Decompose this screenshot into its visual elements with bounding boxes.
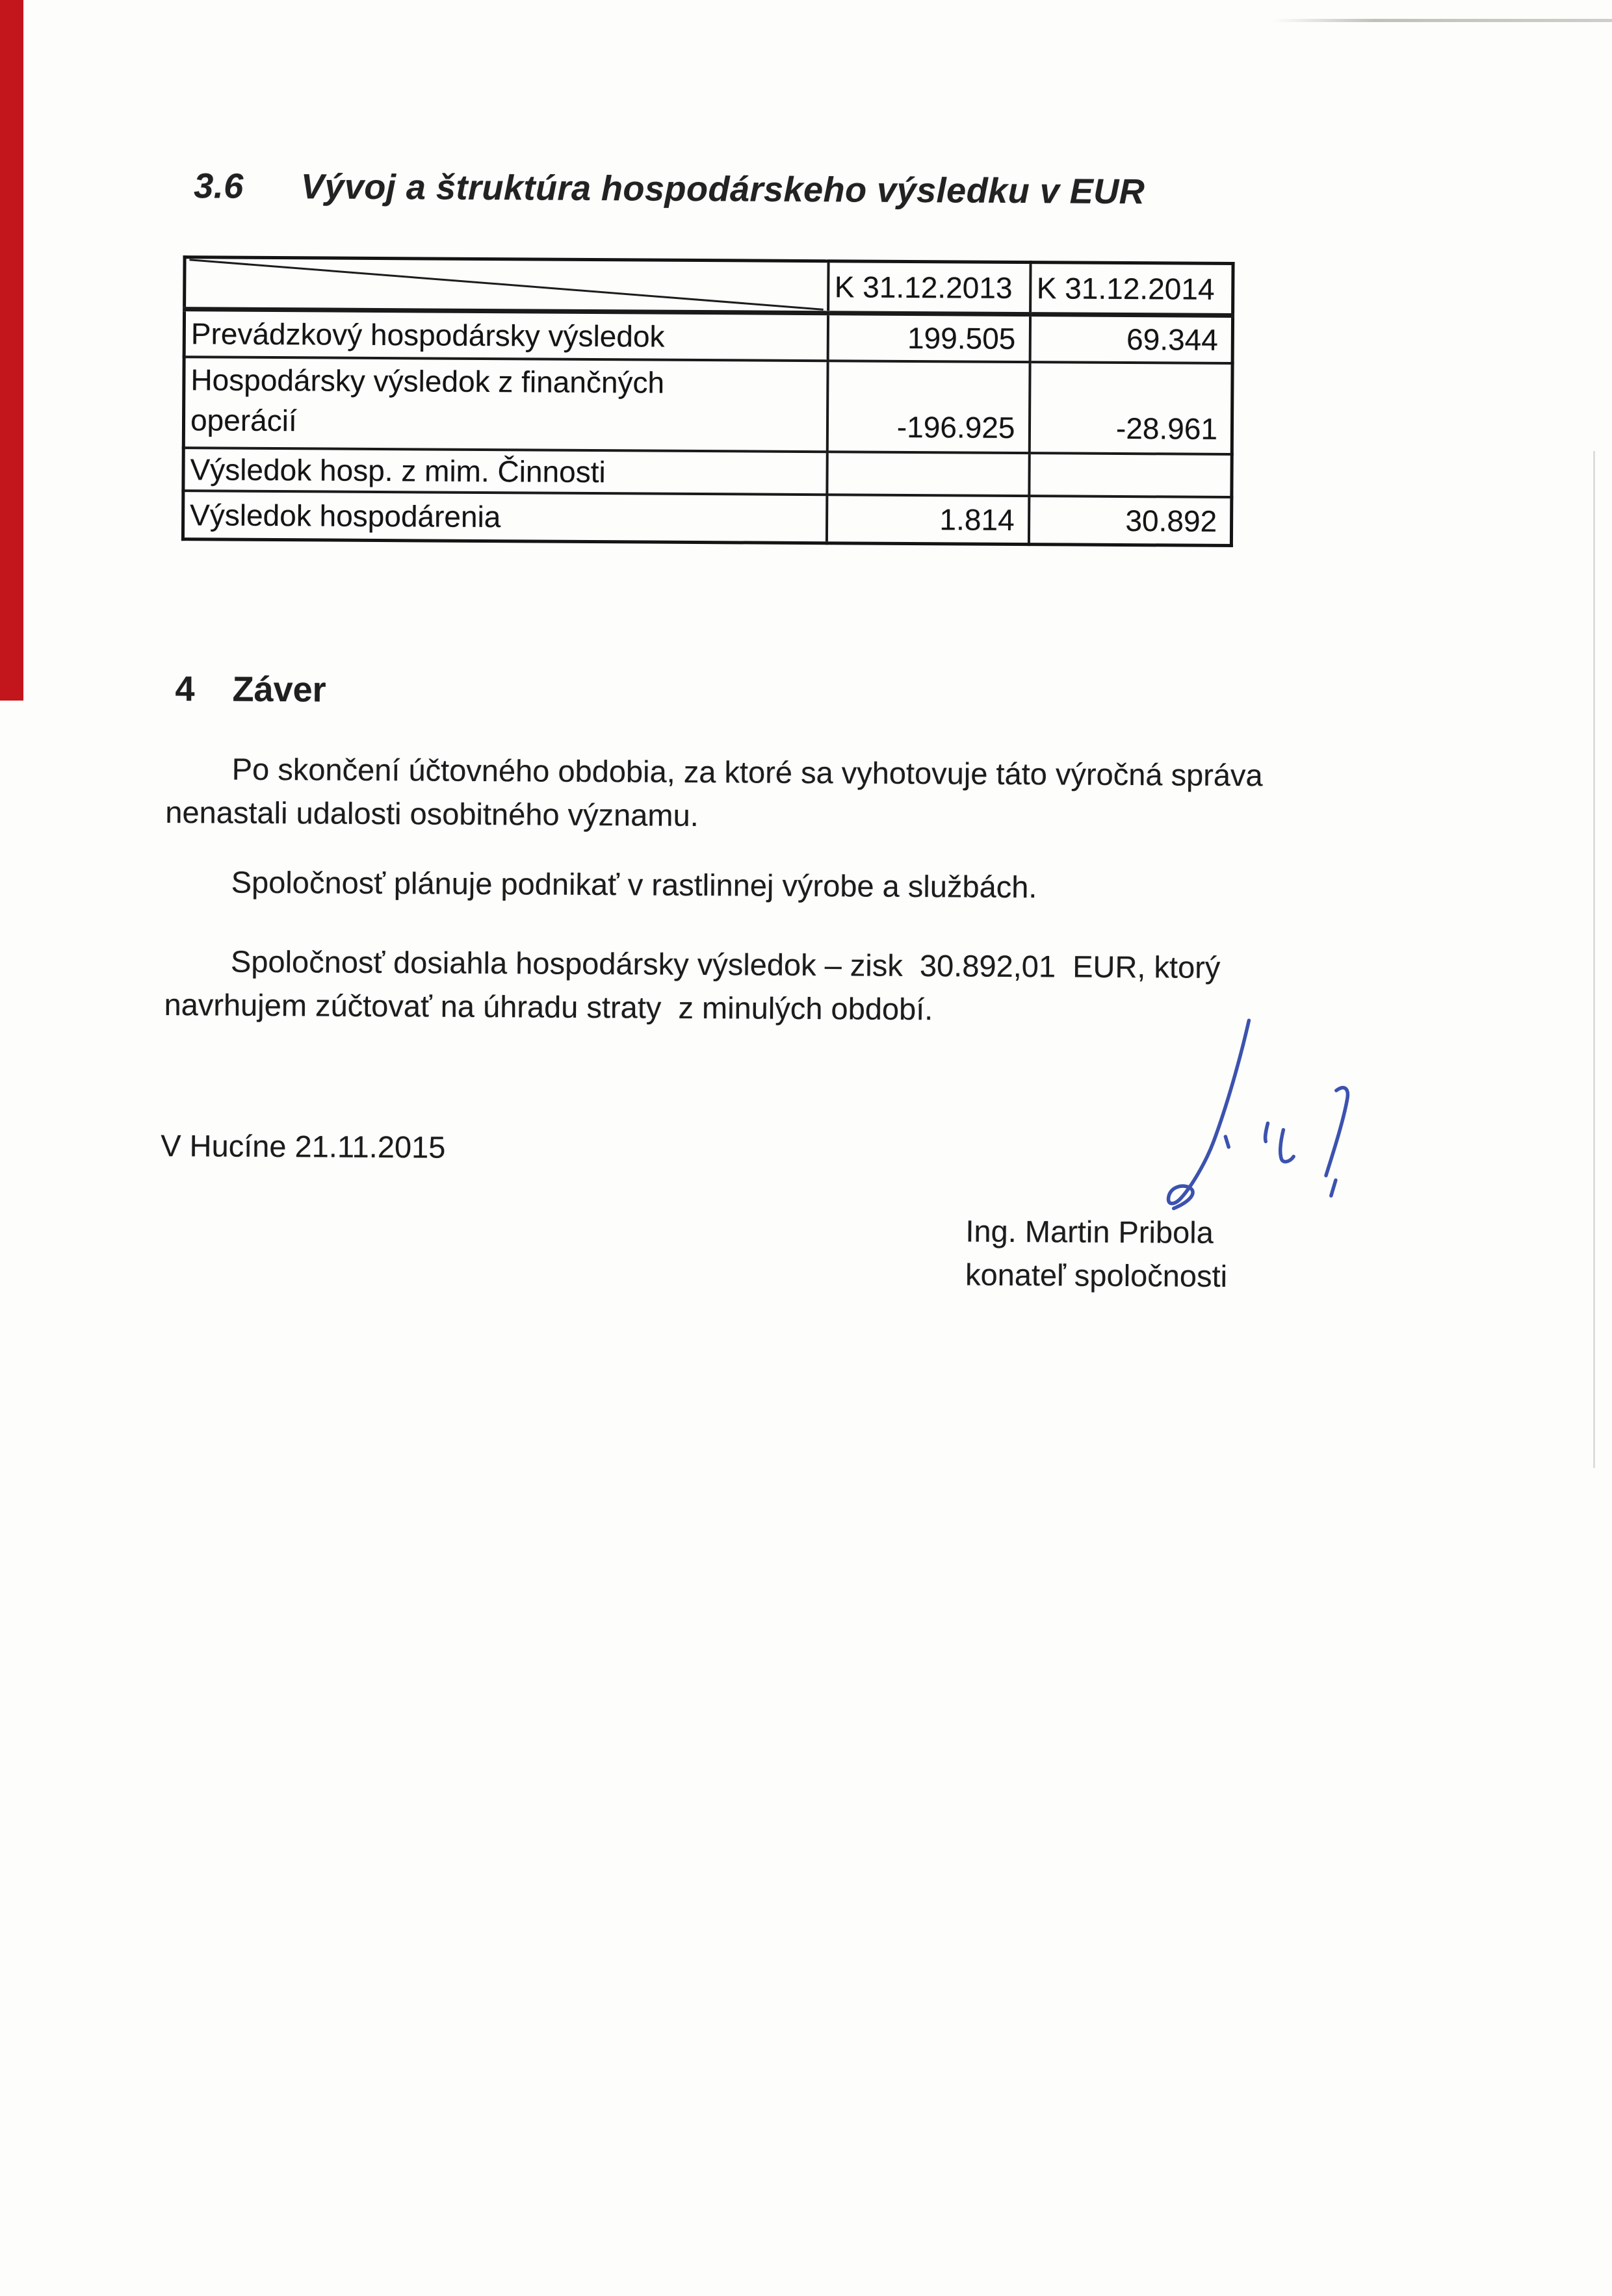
value-2013 (827, 452, 1029, 496)
row-label: Prevádzkový hospodársky výsledok (184, 309, 827, 361)
place-date: V Hucíne 21.11.2015 (161, 1128, 446, 1165)
conclusion-paragraph (165, 860, 1037, 909)
row-label: Hospodársky výsledok z finančných operácií (183, 357, 827, 452)
value-2013: 199.505 (827, 313, 1030, 362)
paragraph-line: Spoločnosť plánuje podnikať v rastlinnej výrobe a službách. (231, 864, 1037, 905)
table-row (184, 309, 1232, 363)
header-col-2013: K 31.12.2013 (828, 261, 1030, 315)
table-header-row (185, 257, 1233, 316)
paragraph-line: navrhujem zúčtovať na úhradu straty z minulých období. (164, 987, 933, 1027)
diagonal-line (186, 259, 827, 311)
header-col-2014: K 31.12.2014 (1030, 263, 1233, 316)
row-label: Výsledok hospodárenia (183, 491, 826, 543)
value-2014 (1029, 453, 1232, 497)
section-heading-4 (175, 669, 326, 710)
value-2014: -28.961 (1029, 362, 1232, 454)
paragraph-line: Spoločnosť dosiahla hospodársky výsledok – zisk 30.892,01 EUR, ktorý (230, 944, 1221, 985)
table-row (183, 491, 1231, 545)
section-title: Vývoj a štruktúra hospodárskeho výsledku v EUR (300, 167, 1145, 212)
table-row (183, 357, 1232, 454)
paragraph-line: nenastali udalosti osobitného významu. (165, 795, 699, 833)
section-number: 3.6 (194, 166, 244, 206)
signer-name: Ing. Martin Pribola (965, 1213, 1214, 1250)
section-number: 4 (175, 669, 195, 709)
value-2013: 1.814 (826, 495, 1028, 544)
row-label: Výsledok hosp. z mim. Činnosti (183, 448, 827, 495)
section-heading-3-6 (194, 166, 1145, 212)
header-diagonal-cell (185, 257, 828, 313)
results-table (181, 255, 1235, 547)
conclusion-paragraph (165, 747, 1263, 840)
value-2014: 30.892 (1028, 496, 1231, 545)
value-2013: -196.925 (827, 361, 1030, 453)
signer-block (965, 1209, 1228, 1298)
signer-title: konateľ spoločnosti (965, 1257, 1228, 1294)
paragraph-line: Po skončení účtovného obdobia, za ktoré sa vyhotovuje táto výročná správa (231, 751, 1263, 793)
value-2014: 69.344 (1030, 315, 1232, 363)
signature-ink (1162, 1013, 1377, 1222)
conclusion-paragraph (164, 939, 1220, 1033)
signature (1162, 1013, 1377, 1222)
section-title: Záver (232, 669, 326, 710)
table-row (183, 448, 1232, 497)
